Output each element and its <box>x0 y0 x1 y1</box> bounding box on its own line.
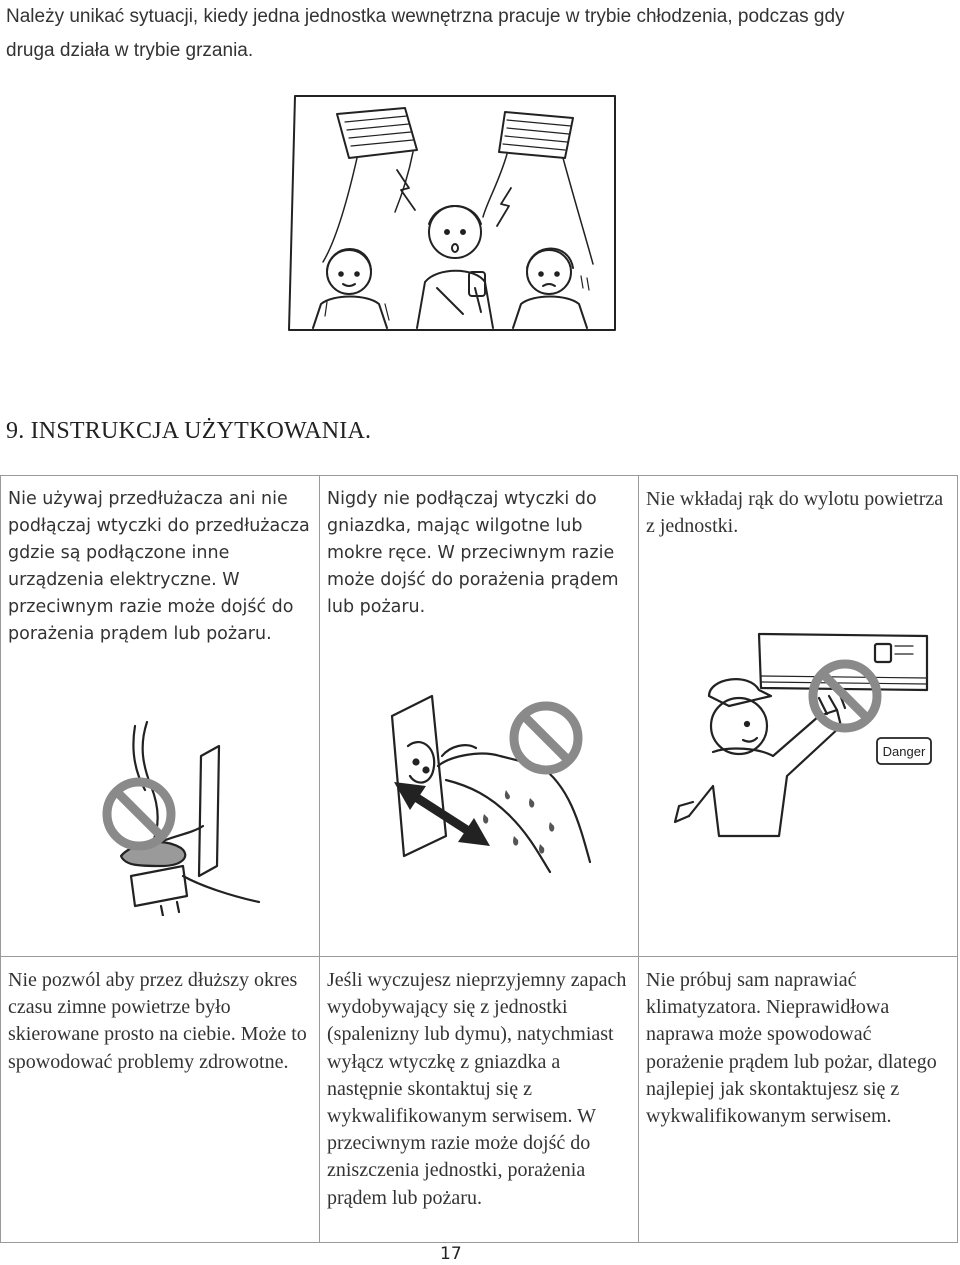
instruction-cell <box>639 957 958 1243</box>
instruction-cell <box>639 476 958 957</box>
instruction-text: Nie próbuj sam naprawiać klimatyzatora. Nieprawidłowa naprawa może spowodować porażenie prądem lub pożar, dlatego najlepiej jak skontaktujesz się z wykwalifikowanym serwisem. <box>646 969 937 1128</box>
extension-cord-prohibited-icon <box>91 716 261 916</box>
prohibited-sign-icon <box>813 664 877 728</box>
instruction-text: Nie wkładaj rąk do wylotu powietrza z jednostki. <box>646 488 944 538</box>
two-indoor-units-illustration <box>287 92 617 348</box>
hand-in-air-outlet-prohibited-icon <box>669 626 939 856</box>
instruction-text: Nie pozwól aby przez dłuższy okres czasu zimne powietrze było skierowane prosto na ciebie. Może to spowodować problemy zdrowotne. <box>8 969 307 1073</box>
prohibited-sign-icon <box>107 782 171 846</box>
danger-label: Danger <box>882 744 926 759</box>
section-heading: 9. INSTRUKCJA UŻYTKOWANIA. <box>6 418 372 444</box>
instruction-text: Nigdy nie podłączaj wtyczki do gniazdka, mając wilgotne lub mokre ręce. W przeciwnym razie może dojść do porażenia prądem lub pożaru. <box>327 489 619 617</box>
prohibited-sign-icon <box>514 706 578 770</box>
instruction-cell <box>1 957 320 1243</box>
usage-instructions-table <box>0 475 958 1243</box>
intro-line-2: druga działa w trybie grzania. <box>6 40 254 61</box>
page-number: 17 <box>440 1244 462 1264</box>
wet-hand-plug-prohibited-icon <box>380 686 600 876</box>
instruction-cell <box>320 476 639 957</box>
instruction-text: Jeśli wyczujesz nieprzyjemny zapach wydobywający się z jednostki (spalenizny lub dymu), natychmiast wyłącz wtyczkę z gniazdka a następnie skontaktuj się z wykwalifikowanym serwisem. W przeciwnym razie może dojść do zniszczenia jednostki, porażenia prądem lub pożaru. <box>327 969 627 1209</box>
instruction-cell <box>320 957 639 1243</box>
intro-paragraph <box>6 0 946 68</box>
instruction-text: Nie używaj przedłużacza ani nie podłączaj wtyczki do przedłużacza gdzie są podłączone inne urządzenia elektryczne. W przeciwnym razie może dojść do porażenia prądem lub pożaru. <box>8 489 310 644</box>
instruction-cell <box>1 476 320 957</box>
intro-line-1: Należy unikać sytuacji, kiedy jedna jednostka wewnętrzna pracuje w trybie chłodzenia, podczas gdy <box>6 6 845 27</box>
